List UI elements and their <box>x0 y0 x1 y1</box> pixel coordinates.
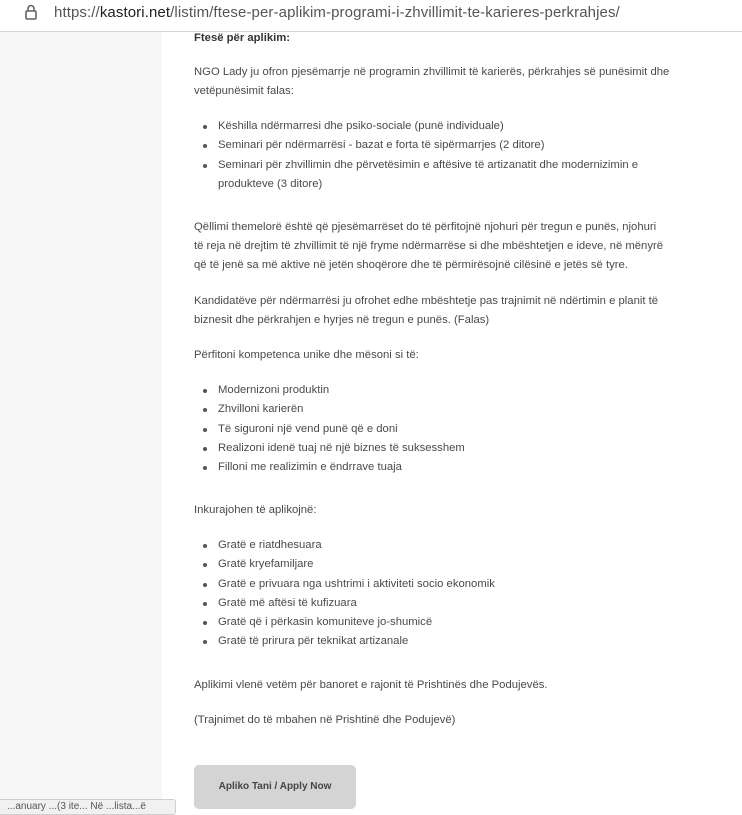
encouraged-intro: Inkurajohen të aplikojnë: <box>194 504 317 516</box>
support-line-1: Kandidatëve për ndërmarrësi ju ofrohet edhe mbështetje pas trajnimit në ndërtimin e planit të <box>194 295 659 307</box>
list-item: Gratë që i përkasin komuniteve jo-shumicë <box>194 613 495 632</box>
intro-line-2: vetëpunësimit falas: <box>194 85 294 97</box>
list-item: Gratë e privuara nga ushtrimi i aktiviteti socio ekonomik <box>194 575 495 594</box>
url-domain: kastori.net <box>99 4 171 21</box>
url-prefix: https:// <box>54 4 100 21</box>
status-tooltip: ...anuary ...(3 ite... Në ...lista...ë <box>0 799 176 815</box>
encouraged-list <box>194 536 495 652</box>
list-item: Seminari për ndërmarrësi - bazat e forta të sipërmarrjes (2 ditore) <box>194 136 638 155</box>
list-item-continuation: produkteve (3 ditore) <box>218 178 323 190</box>
list-item: Gratë më aftësi të kufizuara <box>194 594 495 613</box>
support-line-2: biznesit dhe përkrahjen e hyrjes në tregun e punës. (Falas) <box>194 314 490 326</box>
list-item: Gratë kryefamiljare <box>194 555 495 574</box>
list-item: Këshilla ndërmarresi dhe psiko-sociale (punë individuale) <box>194 117 638 136</box>
list-item: Seminari për zhvillimin dhe përvetësimin e aftësive të artizanatit dhe modernizimin e <box>194 156 638 175</box>
lock-icon[interactable] <box>24 4 38 20</box>
list-item: Realizoni idenë tuaj në një biznes të suksesshem <box>194 439 465 458</box>
intro-line-1: NGO Lady ju ofron pjesëmarrje në programin zhvillimit të karierës, përkrahjes së punësimit dhe <box>194 66 670 78</box>
goal-line-2: të reja në drejtim të zhvillimit të një fryme ndërmarrëse si dhe mbështetjen e ideve, në mënyrë <box>194 240 664 252</box>
location-note: (Trajnimet do të mbahen në Prishtinë dhe Podujevë) <box>194 714 456 726</box>
article-heading: Ftesë për aplikim: <box>194 32 291 44</box>
list-item: Gratë të prirura për teknikat artizanale <box>194 632 495 651</box>
list-item: Filloni me realizimin e ëndrrave tuaja <box>194 458 465 477</box>
goal-line-3: që të jenë sa më aktive në jetën shoqërore dhe të përmirësojnë cilësinë e jetës së tyre. <box>194 259 628 271</box>
list-item: Të siguroni një vend punë që e doni <box>194 420 465 439</box>
offer-list <box>194 117 638 175</box>
address-bar[interactable] <box>0 0 742 32</box>
list-item: Modernizoni produktin <box>194 381 465 400</box>
skills-list <box>194 381 465 477</box>
url-text[interactable] <box>54 4 620 21</box>
goal-line-1: Qëllimi themelorë është që pjesëmarrëset do të përfitojnë njohuri për tregun e punës, njohuri <box>194 221 657 233</box>
list-item: Zhvilloni karierën <box>194 400 465 419</box>
apply-now-button[interactable]: Apliko Tani / Apply Now <box>194 765 356 809</box>
skills-intro: Përfitoni kompetenca unike dhe mësoni si të: <box>194 349 419 361</box>
list-item: Gratë e riatdhesuara <box>194 536 495 555</box>
left-sidebar <box>0 32 162 809</box>
eligibility-text: Aplikimi vlenë vetëm për banoret e rajonit të Prishtinës dhe Podujevës. <box>194 679 548 691</box>
url-path: /listim/ftese-per-aplikim-programi-i-zhvillimit-te-karieres-perkrahjes/ <box>170 4 620 21</box>
